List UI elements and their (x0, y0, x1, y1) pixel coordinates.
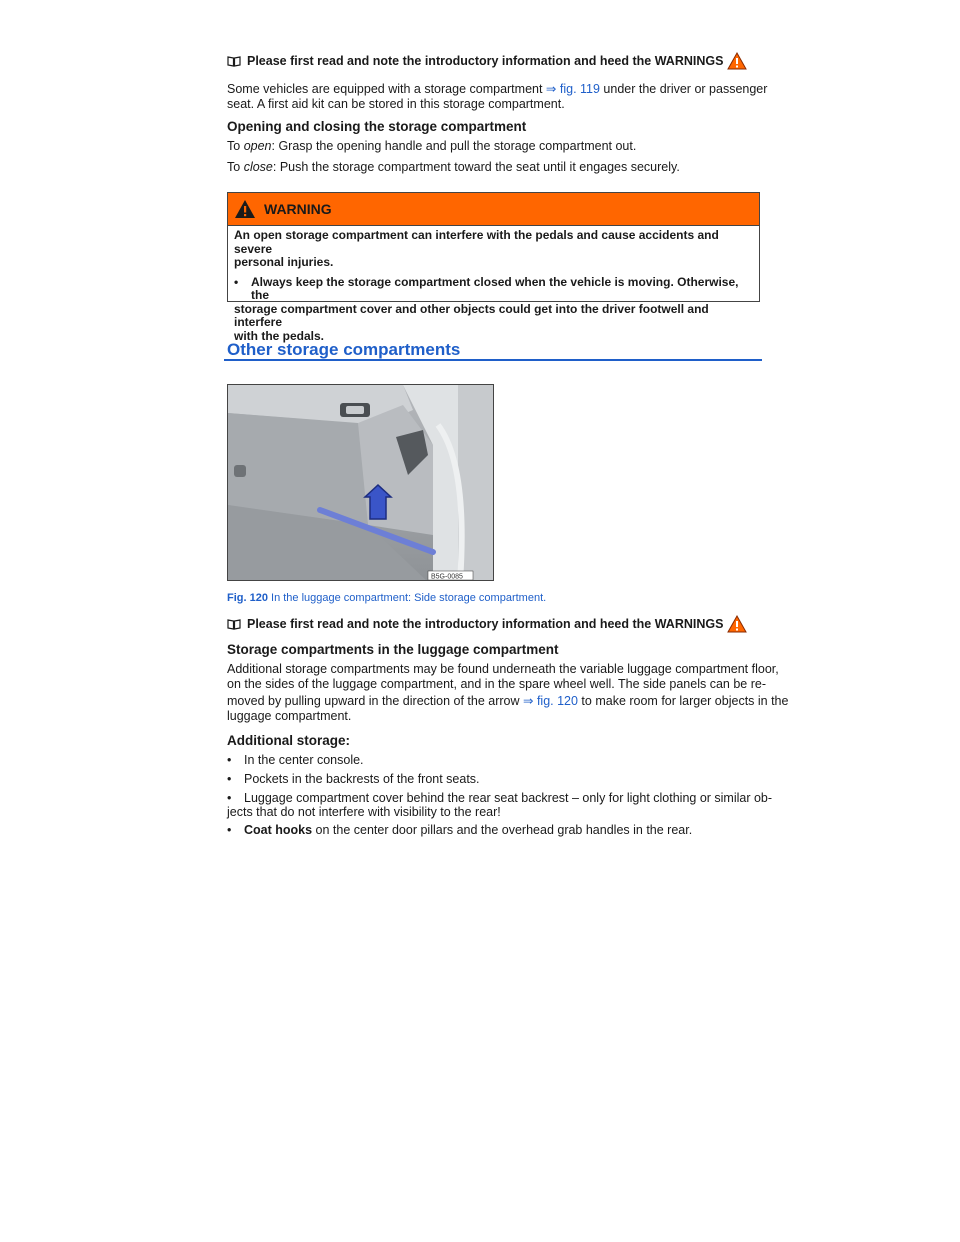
figure-caption (227, 592, 546, 604)
warning-icon (234, 199, 256, 219)
intro-note-text: Please first read and note the introductory information and heed the WARNINGS (247, 54, 724, 68)
warning-triangle-icon (727, 52, 747, 70)
caption-text: In the luggage compartment: Side storage compartment. (267, 592, 547, 604)
warning-triangle-icon (727, 615, 747, 633)
text: An open storage compartment can interfere with the pedals and cause accidents and severe (234, 228, 719, 256)
text: with the pedals. (234, 328, 325, 343)
text: to make room for larger objects in the (577, 694, 789, 708)
text: To (227, 139, 244, 153)
text: seat. A first aid kit can be stored in this storage compartment. (227, 97, 565, 111)
luggage-compartment-illustration (228, 385, 494, 581)
fig-120-link[interactable]: ⇒ fig. 120 (523, 694, 578, 708)
text: : Grasp the opening handle and pull the storage compartment out. (271, 139, 637, 153)
figure-luggage-compartment (227, 384, 494, 581)
warning-box (227, 192, 760, 343)
text: Some vehicles are equipped with a storage compartment (227, 82, 546, 96)
list-item-continued (227, 805, 501, 820)
text: on the center door pillars and the overhead grab handles in the rear. (312, 823, 693, 837)
warning-header (228, 193, 759, 226)
bullet-dot: • (227, 772, 232, 786)
paragraph-side-panels (227, 694, 788, 724)
text: under the driver or passenger (599, 82, 768, 96)
text: on the sides of the luggage compartment, and in the spare wheel well. The side panels can be re- (227, 677, 766, 691)
text: : Push the storage compartment toward the seat until it engages securely. (272, 160, 680, 174)
warning-title: WARNING (264, 201, 332, 217)
heading-storage-luggage: Storage compartments in the luggage compartment (227, 642, 559, 657)
text: Additional storage compartments may be found underneath the variable luggage compartment floor, (227, 662, 779, 676)
text: Always keep the storage compartment closed when the vehicle is moving. Otherwise, the (251, 274, 739, 302)
text: jects that do not interfere with visibility to the rear! (227, 805, 501, 819)
figure-code: B5G-0085 (431, 573, 463, 581)
section-divider (224, 359, 762, 361)
text: storage compartment cover and other objects could get into the driver footwell and interfere (234, 301, 709, 329)
bullet-dot: • (227, 753, 232, 767)
intro-note (227, 52, 747, 70)
bullet-dot: • (234, 274, 239, 289)
text: Luggage compartment cover behind the rear seat backrest – only for light clothing or similar ob- (244, 791, 773, 805)
list-item (227, 823, 692, 838)
list-item (227, 772, 480, 787)
text-italic: open (243, 139, 272, 153)
intro-note-2 (227, 615, 747, 633)
fig-119-link[interactable]: ⇒ fig. 119 (545, 82, 600, 96)
intro-note-text: Please first read and note the introductory information and heed the WARNINGS (247, 617, 724, 631)
book-icon (227, 618, 241, 630)
bullet-dot: • (227, 791, 232, 805)
text-italic: close (243, 160, 273, 174)
heading-opening-closing: Opening and closing the storage compartment (227, 119, 527, 134)
book-icon (227, 55, 241, 67)
text: In the center console. (244, 753, 364, 767)
warning-body (228, 226, 759, 346)
paragraph-additional-compartments (227, 662, 779, 692)
text-bold: Coat hooks (244, 823, 313, 837)
list-item (227, 791, 772, 806)
text: luggage compartment. (227, 709, 352, 723)
text: moved by pulling upward in the direction of the arrow (227, 694, 523, 708)
text: To (227, 160, 244, 174)
caption-label: Fig. 120 (227, 592, 268, 604)
paragraph-close (227, 160, 680, 175)
bullet-dot: • (227, 823, 232, 837)
text: personal injuries. (234, 255, 334, 269)
list-item (227, 753, 364, 768)
section-title: Other storage compartments (227, 340, 461, 359)
heading-additional-storage: Additional storage: (227, 733, 351, 748)
paragraph-open (227, 139, 636, 154)
paragraph-storage-intro (227, 82, 767, 112)
text: Pockets in the backrests of the front seats. (244, 772, 480, 786)
